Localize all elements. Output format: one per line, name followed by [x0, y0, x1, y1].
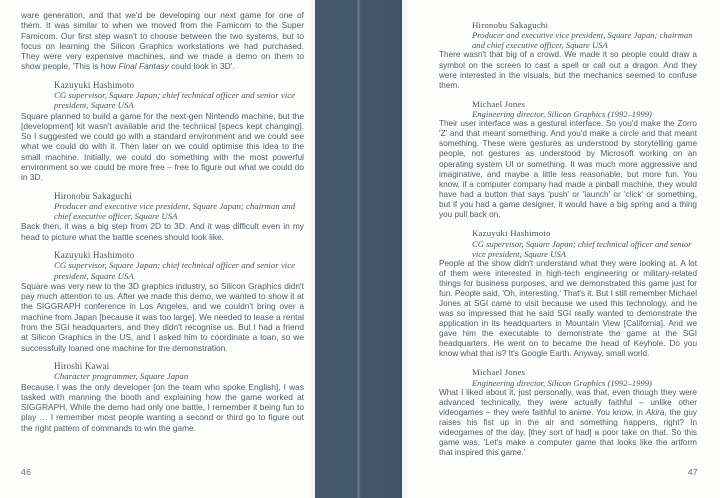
speaker-heading [54, 361, 304, 382]
film-title-italic: Akira [645, 408, 665, 418]
speaker-quote: Their user interface was a gestural interface. So you'd make the Zorro 'Z' and that meant something. And you'd make a circle and that meant something. These were gestures as understood by storytelling game people, not gestures as understood by Microsoft working on an operating system UI or something. It was much more aggressive and imaginative, and maybe a little less reasonable, but more fun. You know, if a computer company had made a pinball machine, they would have had a button that says 'push' or 'launch' or 'click' or something, but if you had a game designer, it would have a big spring and a thing you pull back on. [439, 119, 697, 220]
speaker-heading [54, 250, 304, 281]
gutter-right-page-edge [361, 0, 402, 498]
speaker-name: Michael Jones [472, 367, 526, 378]
page-left-content [0, 0, 315, 441]
speaker-name: Michael Jones [472, 98, 526, 109]
speaker-quote: Square was very new to the 3D graphics industry, so Silicon Graphics didn't pay much attention to us. After we made this demo, we wanted to show it at the SIGGRAPH conference in Los Angeles, and we couldn't bring over a machine from Japan [because it was too large]. We needed to lease a rental from the SGI headquarters, and they didn't recognise us. But I had a friend at Silicon Graphics in the US, and I asked him to coordinate a loan, so we successfully loaned one machine for the demonstration. [21, 280, 304, 353]
speaker-role: Producer and executive vice president, Square Japan; chairman and chief executive officer, Square USA [472, 30, 693, 51]
speaker-quote: Square planned to build a game for the next-gen Nintendo machine, but the [development] kit wasn't available and the technical [specs kept changing]. So I suggested we could go with a standard environment and we could see what we could do with it. Then later on we could optimise this idea to the small machine. Initially, we could do something with the most powerful environment so we could be more free – free to figure out what we could do in 3D. [21, 110, 304, 183]
page-right-content [402, 0, 720, 467]
paragraph-text: ware generation, and that we'd be developing our next game for one of them. It was similar to when we moved from the Famicom to the Super Famicom. Our first step wasn't to choose between the two systems, but to focus on learning the Silicon Graphics workstations we had purchased. They were very expensive machines, and we made a demo on them to show people, 'This is how [21, 10, 304, 72]
paragraph-text: , the guy raises his fist up in the air and something happens, right? In videogames of the day, [they sort of had] a poor take on that. So this game was, 'Let's make a computer game that looks like the artform that inspired this game.' [439, 408, 697, 458]
paragraph-text: could look in 3D'. [168, 61, 235, 72]
speaker-heading [472, 20, 697, 50]
speaker-role: CG supervisor, Square Japan; chief technical officer and senior vice president, Square USA [54, 90, 296, 111]
speaker-quote: Because I was the only developer [on the team who spoke English], I was tasked with manning the booth and explaining how the game worked at SIGGRAPH. While the demo had only one battle, I remember it being fun to play … I remember most people wanting a second or third go to figure out the right pattern of commands to win the game. [21, 381, 304, 433]
book-gutter [315, 0, 402, 498]
speaker-role: Engineering director, Silicon Graphics (1992–1999) [472, 377, 652, 388]
speaker-name: Kazuyuki Hashimoto [54, 250, 135, 261]
paragraph-text: What I liked about it, just personally, was that, even though they were advanced technically, they were actually faithful – unlike other videogames – they were faithful to anime. You know, in [439, 387, 697, 418]
page-right [402, 0, 720, 498]
speaker-quote: People at the show didn't understand what they were looking at. A lot of them were interested in high-tech engineering or military-related things for business purposes, and we demonstrated this game just for fun. People said, 'Oh, interesting.' That's it. But I still remember Michael Jones at SGI came to visit because we used this technology, and he was so impressed that he said SGI really wanted to demonstrate the application in its headquarters in Mountain View [California]. And we gave him the executable to demonstrate the game at the SGI headquarters. He went on to became the head of Keyhole. Do you know what that is? It's Google Earth. Anyway, small world. [439, 258, 698, 359]
speaker-heading [472, 228, 697, 258]
page-left [0, 0, 315, 498]
speaker-role: CG supervisor, Square Japan; chief technical officer and senior vice president, Square USA [472, 238, 692, 259]
speaker-name: Kazuyuki Hashimoto [54, 79, 135, 90]
speaker-name: Hiroshi Kawai [54, 360, 110, 371]
speaker-quote [439, 388, 697, 459]
speaker-heading [54, 191, 304, 222]
speaker-name: Kazuyuki Hashimoto [472, 228, 551, 239]
speaker-role: Character programmer, Square Japan [54, 371, 189, 382]
gutter-left-page-edge [315, 0, 357, 498]
speaker-heading [472, 99, 697, 119]
page-number-right: 47 [687, 467, 698, 477]
speaker-quote: Back then, it was a big step from 2D to 3D. And it was difficult even in my head to picture what the battle scenes should look like. [21, 221, 304, 242]
speaker-role: Producer and executive vice president, Square Japan; chairman and chief executive officer, Square USA [54, 201, 296, 222]
speaker-name: Hironobu Sakaguchi [472, 20, 549, 30]
game-title-italic: Final Fantasy [118, 61, 169, 72]
speaker-heading [472, 367, 697, 387]
speaker-quote: There wasn't that big of a crowd. We made it so people could draw a symbol on the screen to cast a spell or call out a dragon. And they were interested in the visuals, but the mechanics seemed to confuse them. [439, 50, 697, 90]
speaker-heading [54, 80, 304, 111]
page-number-left: 46 [21, 467, 32, 477]
speaker-name: Hironobu Sakaguchi [54, 190, 132, 201]
paragraph-continuation [21, 10, 304, 72]
speaker-role: Engineering director, Silicon Graphics (1992–1999) [472, 109, 652, 120]
speaker-role: CG supervisor, Square Japan; chief technical officer and senior vice president, Square USA [54, 260, 296, 281]
